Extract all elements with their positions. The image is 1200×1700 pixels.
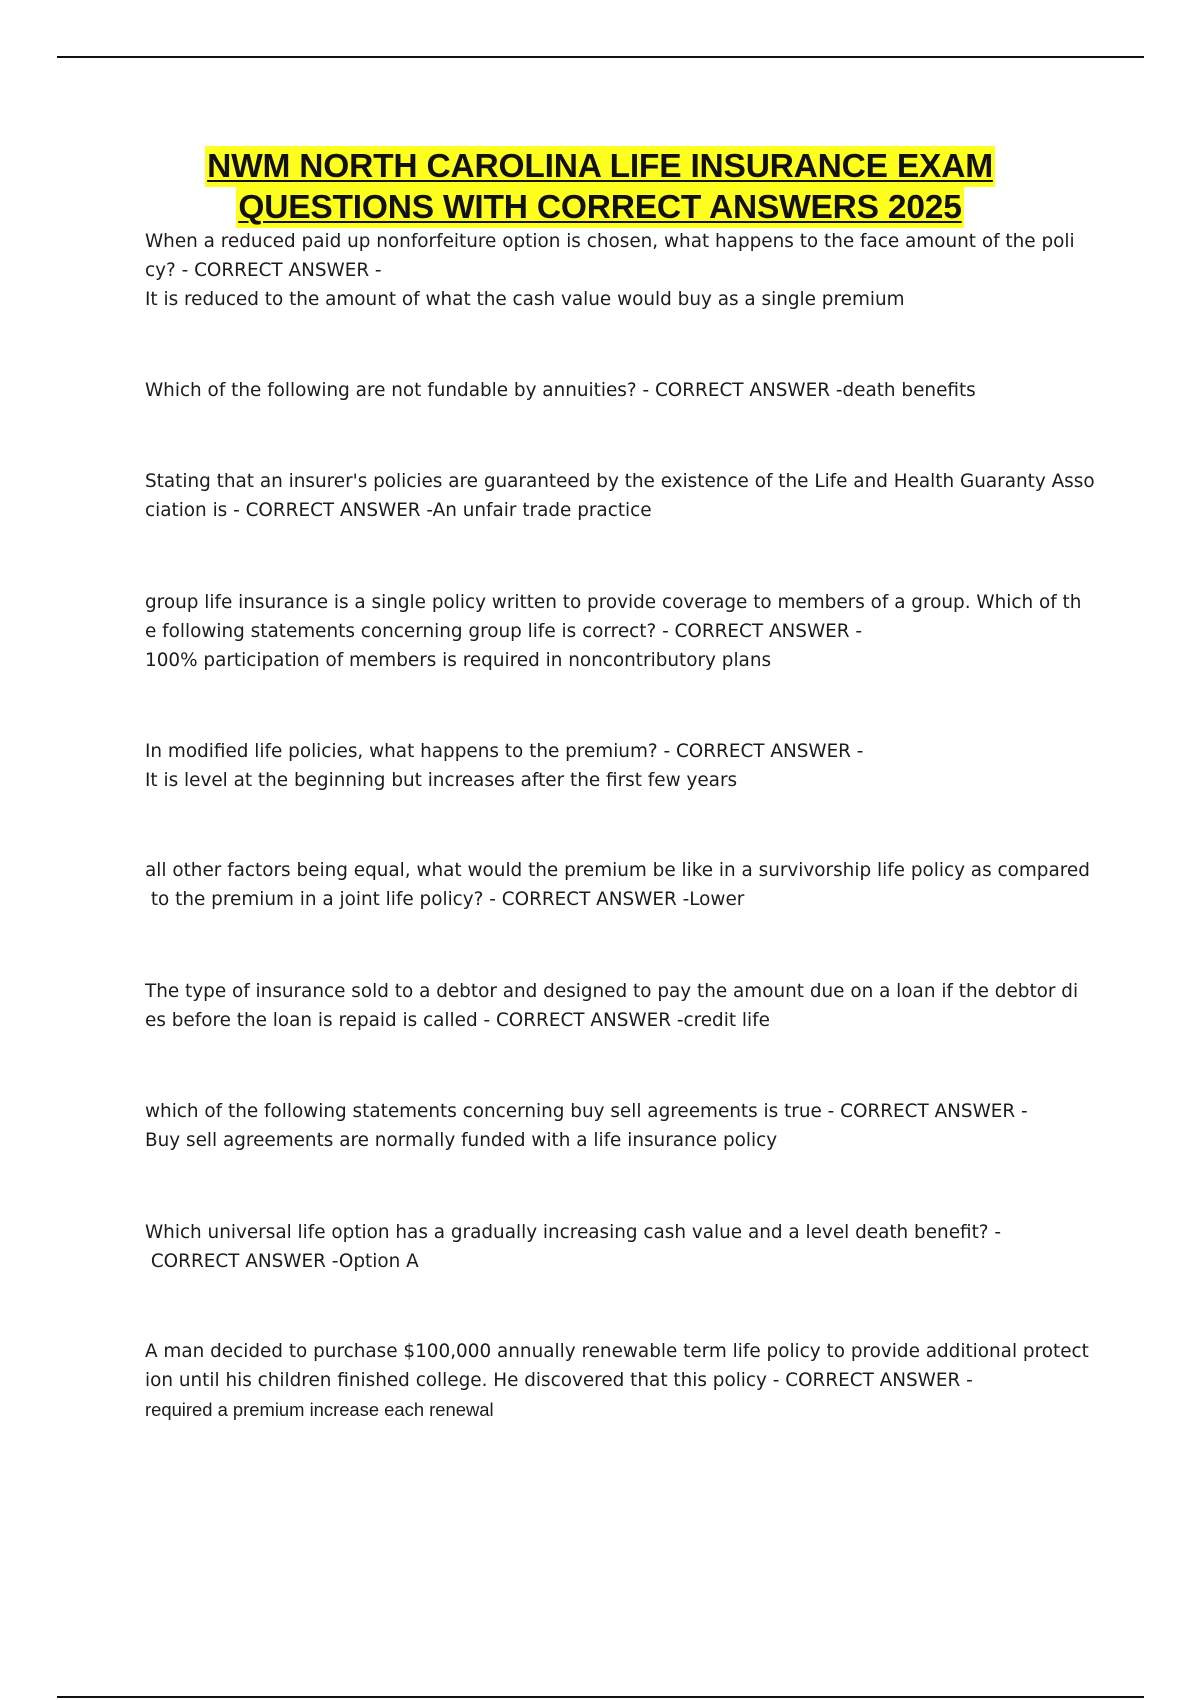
document-title	[60, 146, 1140, 228]
qa-line: which of the following statements concerning buy sell agreements is true - CORRECT ANSWER -	[145, 1101, 1028, 1122]
qa-line: group life insurance is a single policy written to provide coverage to members of a group. Which of th	[145, 592, 1082, 613]
qa-line: required a premium increase each renewal	[145, 1399, 494, 1420]
qa-line: to the premium in a joint life policy? - CORRECT ANSWER -Lower	[145, 889, 745, 910]
qa-line: all other factors being equal, what would the premium be like in a survivorship life policy as compared	[145, 860, 1090, 881]
qa-item	[145, 737, 1095, 795]
qa-line: Which of the following are not fundable by annuities? - CORRECT ANSWER -death benefits	[145, 380, 976, 401]
qa-line: ciation is - CORRECT ANSWER -An unfair trade practice	[145, 500, 652, 521]
qa-line: e following statements concerning group life is correct? - CORRECT ANSWER -	[145, 621, 863, 642]
qa-line: It is reduced to the amount of what the cash value would buy as a single premium	[145, 289, 905, 310]
qa-item	[145, 467, 1095, 525]
title-line-2: QUESTIONS WITH CORRECT ANSWERS 2025	[238, 189, 962, 226]
bottom-rule	[57, 1696, 1144, 1698]
qa-line: CORRECT ANSWER -Option A	[145, 1251, 419, 1272]
qa-line: A man decided to purchase $100,000 annually renewable term life policy to provide additional protect	[145, 1341, 1089, 1362]
qa-line: cy? - CORRECT ANSWER -	[145, 260, 382, 281]
qa-line: es before the loan is repaid is called - CORRECT ANSWER -credit life	[145, 1010, 770, 1031]
top-rule	[57, 56, 1144, 58]
qa-item	[145, 977, 1095, 1035]
qa-item	[145, 588, 1095, 675]
qa-line: When a reduced paid up nonforfeiture option is chosen, what happens to the face amount of the poli	[145, 231, 1075, 252]
qa-line: In modified life policies, what happens to the premium? - CORRECT ANSWER -	[145, 741, 864, 762]
qa-line: 100% participation of members is required in noncontributory plans	[145, 650, 772, 671]
qa-item	[145, 227, 1095, 314]
qa-line: The type of insurance sold to a debtor and designed to pay the amount due on a loan if the debtor di	[145, 981, 1079, 1002]
qa-item	[145, 376, 1095, 405]
qa-line: ion until his children finished college. He discovered that this policy - CORRECT ANSWER -	[145, 1370, 973, 1391]
qa-item	[145, 856, 1095, 914]
qa-line: Which universal life option has a gradually increasing cash value and a level death benefit? -	[145, 1222, 1002, 1243]
qa-line: Buy sell agreements are normally funded with a life insurance policy	[145, 1130, 778, 1151]
qa-line: It is level at the beginning but increases after the first few years	[145, 770, 738, 791]
qa-item	[145, 1218, 1095, 1276]
qa-item	[145, 1097, 1095, 1155]
title-line-1: NWM NORTH CAROLINA LIFE INSURANCE EXAM	[207, 148, 993, 185]
qa-line: Stating that an insurer's policies are guaranteed by the existence of the Life and Health Guaranty Asso	[145, 471, 1095, 492]
qa-item	[145, 1337, 1095, 1424]
